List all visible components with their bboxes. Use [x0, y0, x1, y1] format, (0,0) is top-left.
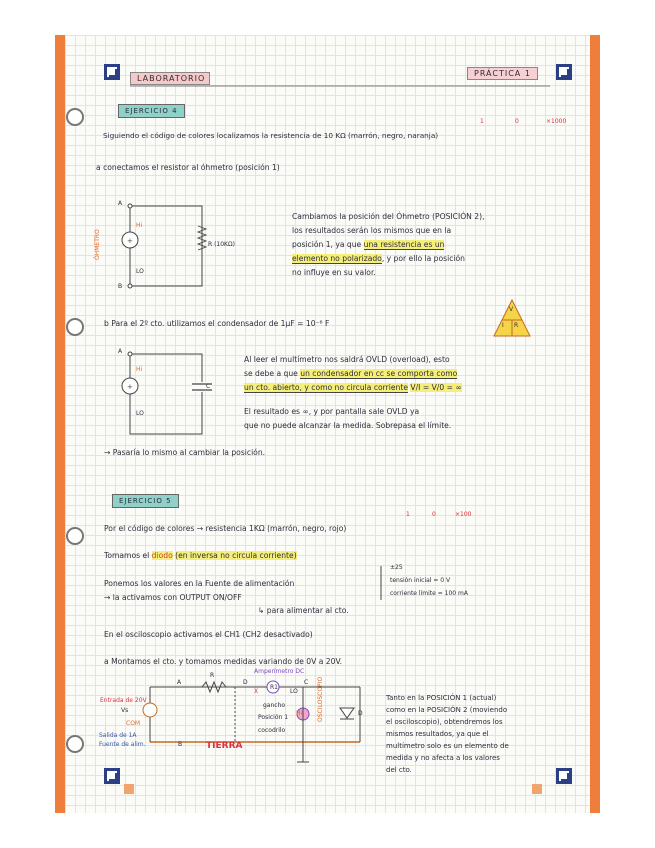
para3-line1: Tanto en la POSICIÓN 1 (actual): [386, 694, 497, 702]
exercise-4-title: EJERCICIO 4: [118, 104, 185, 118]
left-margin-strip: [55, 35, 65, 813]
ex5-line5: ↳ para alimentar al cto.: [258, 606, 349, 615]
vir-triangle-icon: [492, 298, 532, 338]
corner-mark-icon: [104, 64, 120, 80]
node-b: B: [118, 283, 123, 290]
practica-header: PRÁCTICA 1: [467, 67, 538, 80]
triangle-r: R: [514, 322, 519, 329]
node-a: A: [118, 200, 123, 207]
para3-line7: del cto.: [386, 766, 412, 774]
r1-label: R1: [270, 684, 278, 691]
brace: [380, 566, 384, 602]
c3-r: R: [210, 672, 215, 679]
svg-text:+: +: [127, 237, 133, 245]
ex4-intro: Siguiendo el código de colores localizamos la resistencia de 10 KΩ (marrón, negro, naranja): [103, 131, 439, 140]
lo-label: LO: [136, 268, 144, 275]
binder-hole: [66, 735, 84, 753]
color-digit: 1: [406, 511, 410, 518]
header-rule: [130, 85, 610, 89]
para1-line4: elemento no polarizado, y por ello la posición: [292, 254, 465, 263]
c3-lo: LO: [290, 688, 298, 695]
para2-line4: El resultado es ∞, y por pantalla sale OVLD ya: [244, 407, 420, 416]
color-digit: 0: [432, 511, 436, 518]
c3-c: C: [304, 679, 309, 686]
circuit-1-diagram: [110, 198, 230, 298]
osciloscopio-label: OSCILOSCOPIO: [317, 676, 324, 722]
binder-hole: [66, 527, 84, 545]
lab-header: LABORATORIO: [130, 72, 210, 85]
com-label: COM: [126, 720, 141, 727]
right-margin-strip: [590, 35, 600, 813]
ex4-step-a: a conectamos el resistor al óhmetro (posición 1): [96, 163, 280, 172]
ex5-line7: a Montamos el cto. y tomamos medidas variando de 0V a 20V.: [104, 657, 343, 666]
para3-line5: multímetro solo es un elemento de: [386, 742, 509, 750]
cocodrilo-label: cocodrilo: [258, 727, 286, 734]
ex5-r2: tensión inicial = 0 V: [390, 577, 451, 584]
orange-square: [124, 784, 134, 794]
para1-line1: Cambiamos la posición del Óhmetro (POSICIÓN 2),: [292, 212, 485, 221]
c3-b: B: [178, 741, 183, 748]
tierra-label: TIERRA: [206, 741, 243, 751]
color-digit: ×1000: [546, 118, 567, 125]
para1-line3: posición 1, ya que una resistencia es un: [292, 240, 445, 249]
ex5-r1: ±25: [390, 564, 403, 571]
para1-line2: los resultados serán los mismos que en la: [292, 226, 452, 235]
resistor-label: R (10KΩ): [208, 241, 235, 248]
color-digit: 0: [515, 118, 519, 125]
svg-text:+: +: [127, 383, 133, 391]
para1-line5: no influye en su valor.: [292, 268, 376, 277]
ex5-line3: Ponemos los valores en la Fuente de alimentación: [104, 579, 295, 588]
para3-line6: medida y no afecta a los valores: [386, 754, 500, 762]
ex5-line4: → la activamos con OUTPUT ON/OFF: [104, 593, 242, 602]
ex5-r3: corriente límite = 100 mA: [390, 590, 468, 597]
pos1-label: Posición 1: [258, 714, 289, 721]
c3-d2: D: [358, 710, 363, 717]
color-digit: ×100: [455, 511, 472, 518]
ex5-line6: En el osciloscopio activamos el CH1 (CH2 desactivado): [104, 630, 313, 639]
triangle-i: I: [502, 322, 504, 329]
binder-hole: [66, 318, 84, 336]
corner-mark-icon: [556, 768, 572, 784]
ex4-step-c: → Pasaría lo mismo al cambiar la posición.: [104, 448, 266, 457]
salida-label: Salida de 1A: [99, 732, 137, 739]
gancho-label: gancho: [263, 702, 286, 709]
para2-line2: se debe a que un condensador en cc se comporta como: [244, 369, 458, 378]
para2-line5: que no puede alcanzar la medida. Sobrepasa el límite.: [244, 421, 452, 430]
fuente-label: Fuente de alim.: [99, 741, 146, 748]
c3-x: X: [254, 688, 259, 695]
c3-d: D: [243, 679, 248, 686]
c2-c-label: C: [206, 383, 211, 390]
hi-label: Hi: [136, 222, 143, 229]
c2-hi: Hi: [136, 366, 143, 373]
c3-hi: Hi: [296, 710, 303, 717]
circuit-3-diagram: [110, 672, 370, 772]
exercise-5-title: EJERCICIO 5: [112, 494, 179, 508]
corner-mark-icon: [556, 64, 572, 80]
para2-line1: Al leer el multímetro nos saldrá OVLD (overload), esto: [244, 355, 450, 364]
ex4-step-b: b Para el 2º cto. utilizamos el condensador de 1μF = 10⁻⁶ F: [104, 319, 330, 328]
entrada-label: Entrada de 20V: [100, 697, 147, 704]
para3-line4: mismos resultados, ya que el: [386, 730, 489, 738]
vs-label: Vs: [121, 707, 129, 714]
circuit-2-diagram: [110, 346, 230, 446]
c2-node-a: A: [118, 348, 123, 355]
triangle-v: V: [509, 306, 514, 313]
para3-line2: como en la POSICIÓN 2 (moviendo: [386, 706, 508, 714]
c3-a: A: [177, 679, 182, 686]
ammeter-label: Amperímetro DC: [254, 668, 305, 675]
para3-line3: el osciloscopio), obtendremos los: [386, 718, 503, 726]
ex5-line1: Por el código de colores → resistencia 1KΩ (marrón, negro, rojo): [104, 524, 347, 533]
c2-lo: LO: [136, 410, 144, 417]
binder-hole: [66, 108, 84, 126]
orange-square: [532, 784, 542, 794]
color-digit: 1: [480, 118, 484, 125]
ex5-line2: Tomamos el diodo (en inversa no circula corriente): [104, 551, 297, 560]
para2-line3: un cto. abierto, y como no circula corriente V/I = V/0 = ∞: [244, 383, 462, 392]
ohmmeter-label: ÓHMETRO: [94, 229, 101, 260]
